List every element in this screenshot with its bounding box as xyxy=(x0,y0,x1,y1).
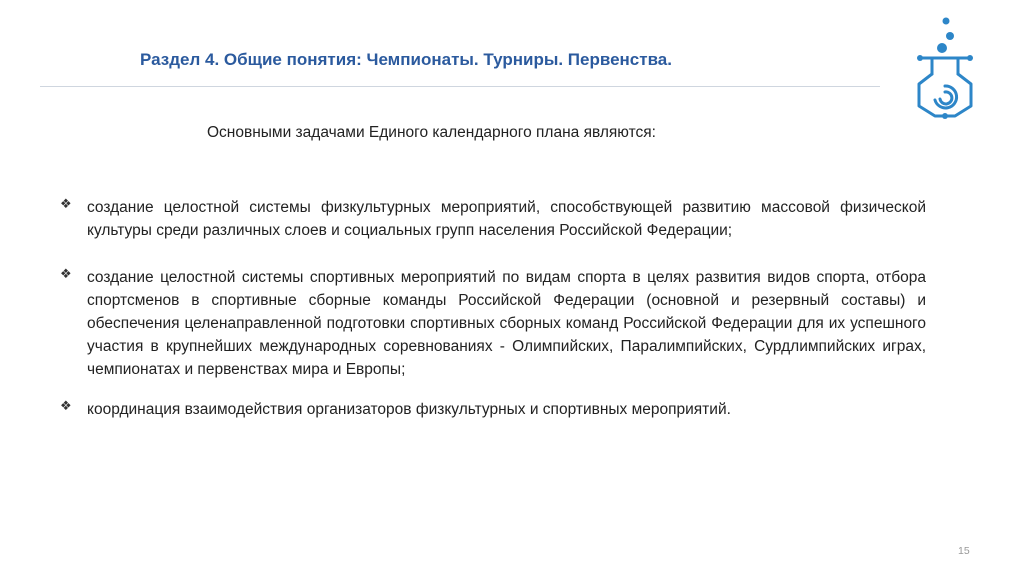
intro-text: Основными задачами Единого календарного плана являются: xyxy=(207,124,656,141)
flask-logo-icon xyxy=(909,14,981,126)
diamond-bullet-icon: ❖ xyxy=(60,197,72,212)
bullet-text: создание целостной системы спортивных мероприятий по видам спорта в целях развития видов спорта, отбора спортсменов в спортивные сборные команды Российской Федерации (основной и резервный составы) и обеспечения целенаправленной подготовки спортивных сборных команд Российской Федерации для их успешного участия в крупнейших международных соревнованиях - Олимпийских, Паралимпийских, Сурдлимпийских играх, чемпионатах и первенствах мира и Европы; xyxy=(87,269,926,378)
list-item xyxy=(60,266,926,381)
bullet-text: создание целостной системы физкультурных мероприятий, способствующей развитию массовой физической культуры среди различных слоев и социальных групп населения Российской Федерации; xyxy=(87,199,926,239)
diamond-bullet-icon: ❖ xyxy=(60,399,72,414)
page-number: 15 xyxy=(958,545,970,557)
list-item xyxy=(60,398,926,421)
bullet-text: координация взаимодействия организаторов физкультурных и спортивных мероприятий. xyxy=(87,401,731,418)
slide-title: Раздел 4. Общие понятия: Чемпионаты. Турниры. Первенства. xyxy=(140,50,672,69)
bullet-list xyxy=(60,196,926,421)
title-divider xyxy=(40,86,880,87)
list-item xyxy=(60,196,926,242)
diamond-bullet-icon: ❖ xyxy=(60,267,72,282)
